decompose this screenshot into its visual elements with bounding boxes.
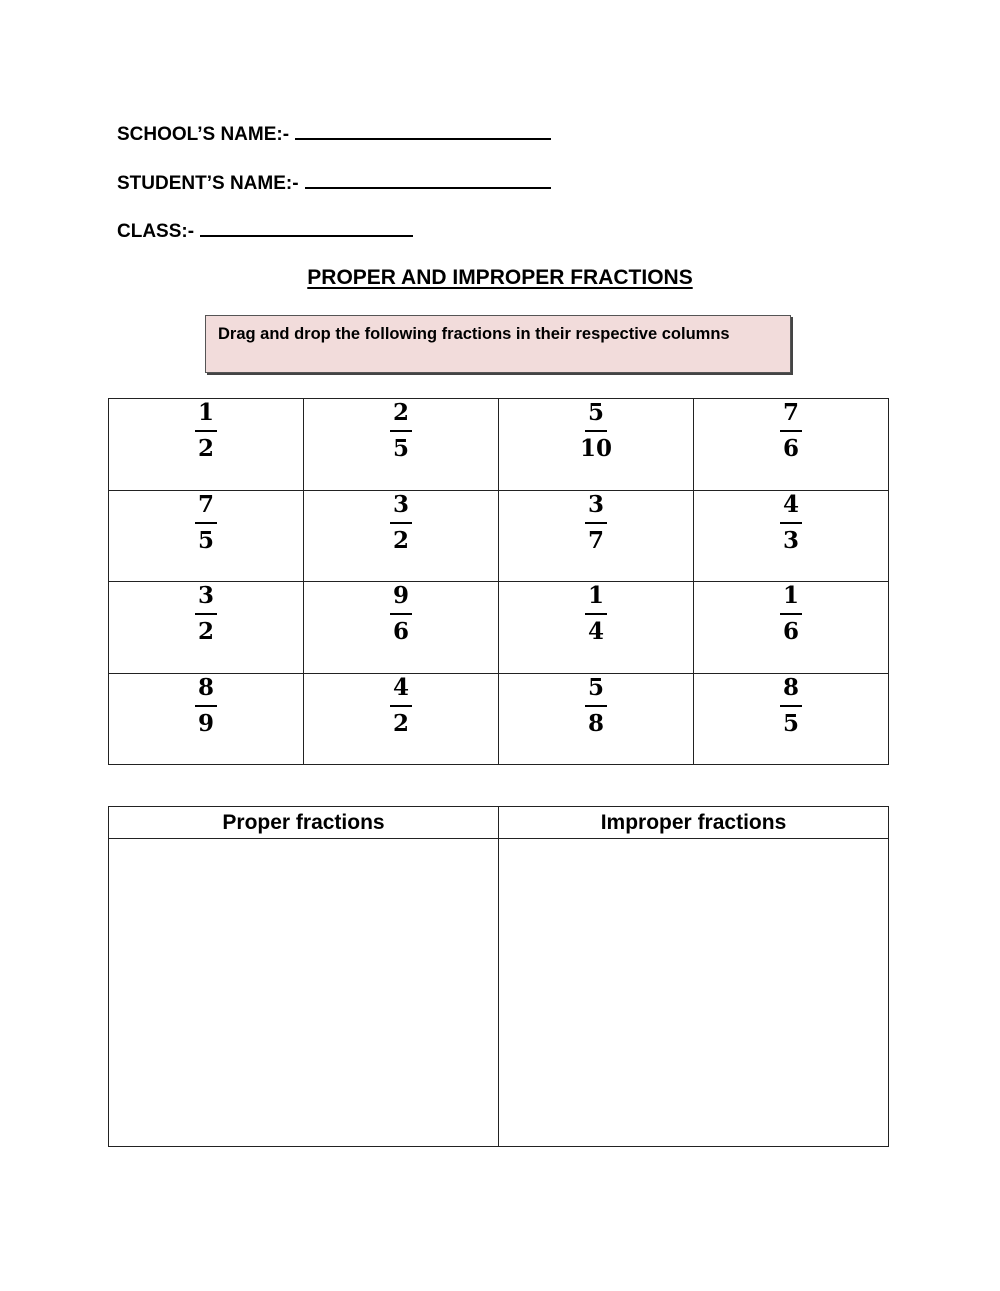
numerator: 5 <box>585 676 607 707</box>
fraction-card[interactable] <box>304 399 498 460</box>
fraction-card[interactable] <box>499 674 693 735</box>
fraction-row <box>109 673 889 765</box>
numerator: 5 <box>585 401 607 432</box>
fraction-row <box>109 490 889 582</box>
numerator: 2 <box>390 401 412 432</box>
fraction-cell <box>499 673 694 765</box>
sorting-drop-row <box>109 839 889 1147</box>
numerator: 7 <box>780 401 802 432</box>
fraction-cell <box>109 399 304 491</box>
class-blank[interactable] <box>200 217 413 237</box>
fraction-cell <box>304 582 499 674</box>
numerator: 4 <box>390 676 412 707</box>
proper-fractions-header: Proper fractions <box>109 807 499 839</box>
denominator: 7 <box>587 526 604 554</box>
numerator: 1 <box>195 401 217 432</box>
fraction-card[interactable] <box>109 491 303 552</box>
instruction-text: Drag and drop the following fractions in their respective columns <box>218 325 730 343</box>
fraction-cell <box>694 673 889 765</box>
fraction-cell <box>304 399 499 491</box>
fraction-cell <box>304 490 499 582</box>
fraction-grid <box>108 398 889 765</box>
fraction-card[interactable] <box>499 582 693 643</box>
sorting-header-row <box>109 807 889 839</box>
page-title <box>0 266 1000 290</box>
fraction-card[interactable] <box>694 674 888 735</box>
class-field <box>117 217 413 243</box>
numerator: 1 <box>780 584 802 615</box>
fraction-card[interactable] <box>694 582 888 643</box>
denominator: 6 <box>782 435 799 462</box>
denominator: 9 <box>197 709 214 737</box>
fraction-cell <box>499 490 694 582</box>
denominator: 10 <box>579 435 612 462</box>
fraction-card[interactable] <box>109 674 303 735</box>
numerator: 7 <box>195 493 217 524</box>
student-name-field <box>117 169 551 195</box>
fraction-cell <box>694 399 889 491</box>
student-name-blank[interactable] <box>305 169 551 189</box>
denominator: 3 <box>782 526 799 554</box>
denominator: 5 <box>392 435 409 462</box>
numerator: 4 <box>780 493 802 524</box>
numerator: 8 <box>195 676 217 707</box>
denominator: 5 <box>782 709 799 737</box>
instruction-box <box>205 315 791 373</box>
fraction-card[interactable] <box>109 582 303 643</box>
denominator: 5 <box>197 526 214 554</box>
numerator: 9 <box>390 584 412 615</box>
numerator: 3 <box>390 493 412 524</box>
fraction-card[interactable] <box>109 399 303 460</box>
class-label: CLASS:- <box>117 221 195 242</box>
sorting-table <box>108 806 889 1147</box>
fraction-card[interactable] <box>304 491 498 552</box>
page-title-text: PROPER AND IMPROPER FRACTIONS <box>307 266 693 289</box>
denominator: 8 <box>587 709 604 737</box>
denominator: 2 <box>197 618 214 645</box>
improper-fractions-dropzone[interactable] <box>499 839 889 1147</box>
fraction-card[interactable] <box>694 491 888 552</box>
denominator: 2 <box>197 435 214 462</box>
denominator: 2 <box>392 526 409 554</box>
fraction-row <box>109 582 889 674</box>
improper-fractions-header: Improper fractions <box>499 807 889 839</box>
fraction-cell <box>499 582 694 674</box>
school-name-label: SCHOOL’S NAME:- <box>117 124 290 145</box>
fraction-cell <box>109 582 304 674</box>
fraction-card[interactable] <box>499 399 693 460</box>
fraction-cell <box>109 490 304 582</box>
school-name-blank[interactable] <box>295 120 551 140</box>
numerator: 1 <box>585 584 607 615</box>
numerator: 8 <box>780 676 802 707</box>
fraction-cell <box>694 490 889 582</box>
denominator: 6 <box>782 618 799 645</box>
denominator: 6 <box>392 618 409 645</box>
fraction-cell <box>109 673 304 765</box>
fraction-card[interactable] <box>499 491 693 552</box>
fraction-row <box>109 399 889 491</box>
numerator: 3 <box>195 584 217 615</box>
proper-fractions-dropzone[interactable] <box>109 839 499 1147</box>
student-name-label: STUDENT’S NAME:- <box>117 173 299 194</box>
fraction-cell <box>499 399 694 491</box>
school-name-field <box>117 120 551 146</box>
denominator: 4 <box>587 618 604 645</box>
numerator: 3 <box>585 493 607 524</box>
fraction-card[interactable] <box>694 399 888 460</box>
fraction-cell <box>304 673 499 765</box>
denominator: 2 <box>392 709 409 737</box>
fraction-cell <box>694 582 889 674</box>
fraction-card[interactable] <box>304 674 498 735</box>
fraction-card[interactable] <box>304 582 498 643</box>
